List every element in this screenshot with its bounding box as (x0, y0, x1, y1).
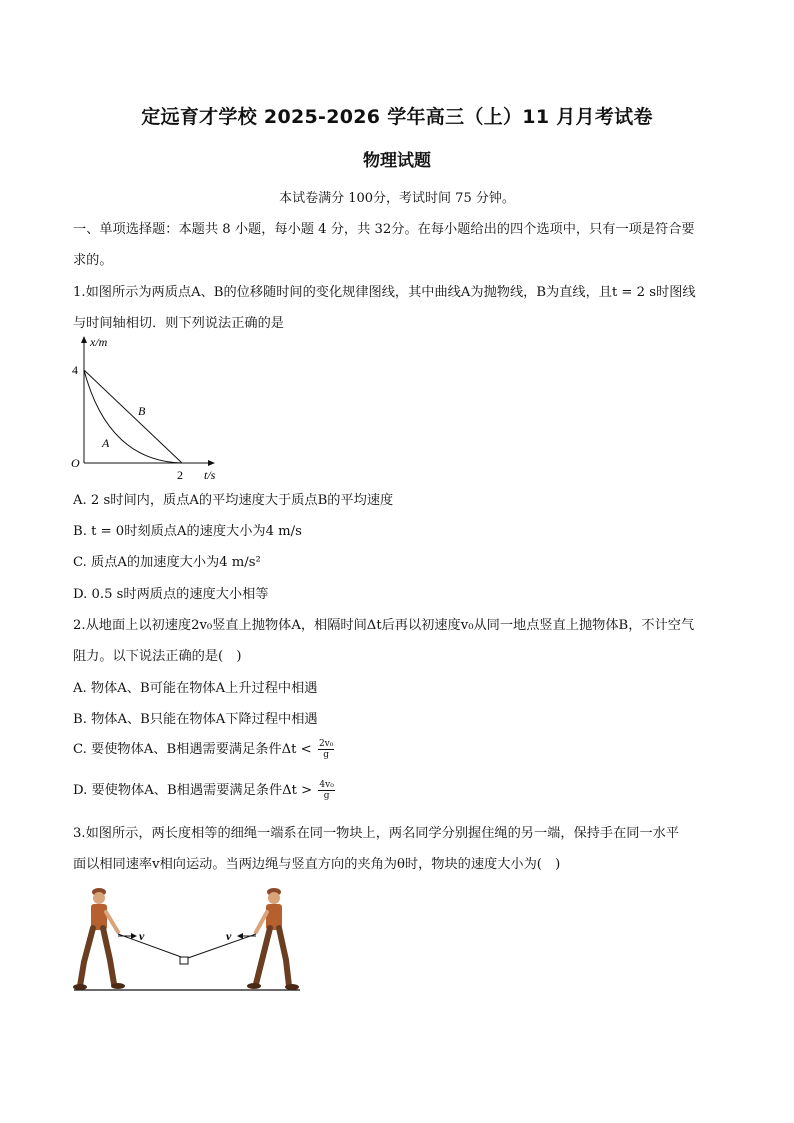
q2-option-c (73, 738, 334, 760)
q2-option-d-fraction (318, 780, 334, 801)
exam-title: 定远育才学校 2025-2026 学年高三（上）11 月月考试卷 (141, 106, 653, 128)
origin-label: O (71, 456, 80, 470)
q1-option-b: B. t = 0时刻质点A的速度大小为4 m/s (73, 524, 302, 539)
q2-option-d-text: D. 要使物体A、B相遇需要满足条件Δt > (73, 783, 313, 798)
q1-xt-graph (68, 333, 238, 485)
q2-option-c-text: C. 要使物体A、B相遇需要满足条件Δt < (73, 742, 312, 757)
q3-stem-line1: 3.如图所示，两长度相等的细绳一端系在同一物块上，两名同学分别握住绳的另一端，保持手在同一水平 (73, 826, 680, 841)
left-student (73, 888, 125, 990)
right-student (247, 888, 299, 990)
x-tick-label: 2 (177, 468, 183, 482)
curve-a-label: A (102, 436, 110, 450)
q2-stem-line2: 阻力。以下说法正确的是( ) (73, 649, 242, 664)
q2-option-b: B. 物体A、B只能在物体A下降过程中相遇 (73, 712, 318, 727)
q2-option-c-fraction (318, 739, 334, 760)
line-b-label: B (138, 404, 146, 418)
y-tick-label: 4 (72, 363, 78, 377)
left-velocity-label: v (139, 929, 145, 943)
q1-option-d: D. 0.5 s时两质点的速度大小相等 (73, 587, 269, 602)
q2-option-c-denominator: g (323, 750, 330, 760)
q2-option-a: A. 物体A、B可能在物体A上升过程中相遇 (73, 681, 318, 696)
right-rope (188, 934, 256, 958)
section-instruction-line2: 求的。 (73, 253, 113, 268)
section-instruction-line1: 一、单项选择题：本题共 8 小题，每小题 4 分，共 32分。在每小题给出的四个选项中，只有一项是符合要 (73, 222, 695, 237)
q1-option-a: A. 2 s时间内，质点A的平均速度大于质点B的平均速度 (73, 493, 394, 508)
q2-option-d-denominator: g (323, 791, 330, 801)
left-rope (118, 934, 184, 958)
exam-note: 本试卷满分 100分，考试时间 75 分钟。 (279, 191, 515, 206)
q2-option-d (73, 779, 335, 801)
block (180, 957, 188, 964)
q1-stem-line1: 1.如图所示为两质点A、B的位移随时间的变化规律图线，其中曲线A为抛物线，B为直线，且t = 2 s时图线 (73, 285, 696, 300)
q3-stem-line2: 面以相同速率v相向运动。当两边绳与竖直方向的夹角为θ时，物块的速度大小为( ) (73, 857, 561, 872)
q2-option-c-numerator: 2v₀ (318, 739, 334, 749)
q1-option-c: C. 质点A的加速度大小为4 m/s² (73, 555, 261, 570)
q2-option-d-numerator: 4v₀ (319, 780, 334, 790)
x-axis-label: t/s (204, 468, 216, 482)
y-axis-label: x/m (90, 335, 108, 349)
q3-rope-figure (70, 882, 306, 996)
q2-stem-line1: 2.从地面上以初速度2v₀竖直上抛物体A，相隔时间Δt后再以初速度v₀从同一地点竖直上抛物体B，不计空气 (73, 618, 695, 633)
q1-stem-line2: 与时间轴相切．则下列说法正确的是 (73, 316, 284, 331)
subject-title: 物理试题 (363, 151, 431, 171)
right-velocity-label: v (226, 929, 232, 943)
